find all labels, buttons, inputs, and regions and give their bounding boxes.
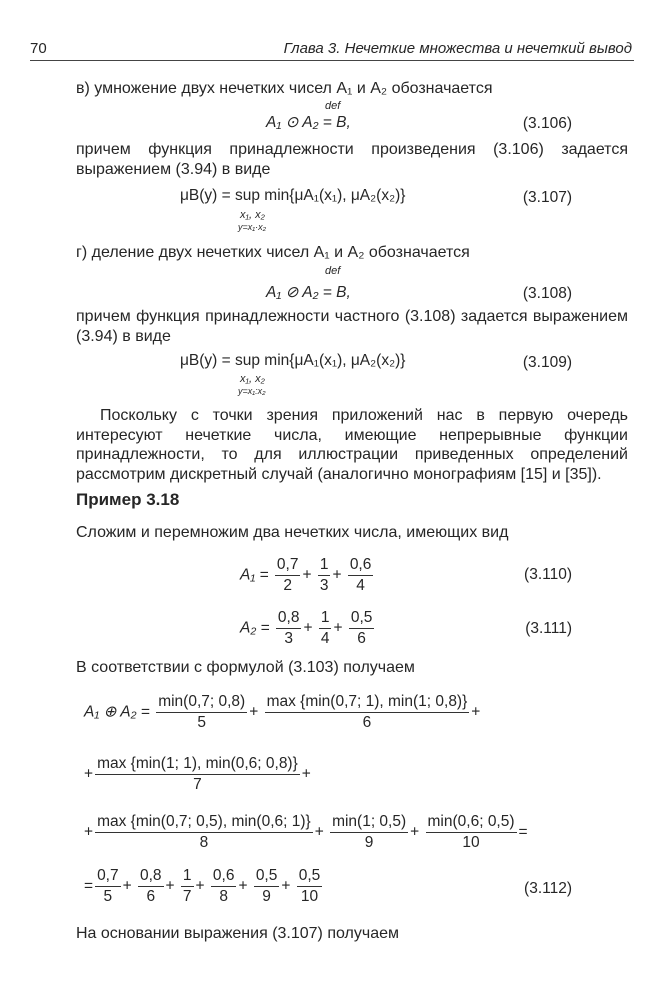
fraction [156,692,247,733]
denominator: 7 [95,774,300,795]
numerator: 0,8 [139,867,162,884]
fraction [426,812,517,853]
numerator: 0,5 [350,609,373,626]
numerator: 0,7 [276,556,299,573]
numerator: 0,5 [298,867,321,884]
denominator: 4 [348,575,374,596]
denominator: 8 [211,886,237,907]
denominator: 9 [330,832,408,853]
numerator: 0,5 [255,867,278,884]
numerator: min(0,6; 0,5) [427,813,515,830]
fraction [275,555,301,596]
numerator: 1 [319,556,329,573]
fraction [95,812,313,853]
eq-number-3-111: (3.111) [525,620,572,637]
eq-sum-line-2: + $\frac{\max \{\min(1; 1), \min(0,6; 0,8)\}}{7}$ + [84,755,311,793]
text-accordance: В соответствии с формулой (3.103) получаем [76,659,415,676]
denominator: 6 [138,886,164,907]
denominator: 6 [265,712,470,733]
example-text: Сложим и перемножим два нечетких числа, имеющих вид [76,524,509,541]
fraction [181,866,194,907]
para-main: Поскольку с точки зрения приложений нас в первую очередь интересуют нечеткие числа, имеющие непрерывные функции принадлежности, то для иллюстрации приведенных определений рассмотрим дискретный случай (аналогично монографиям [15] и [35]). [76,407,628,483]
denominator: 8 [95,832,313,853]
eq-number-3-106: (3.106) [522,115,572,132]
eq-number-3-107: (3.107) [522,189,572,206]
text-last: На основании выражения (3.107) получаем [76,925,400,942]
numerator: 0,6 [212,867,235,884]
eq-number-3-108: (3.108) [522,285,572,302]
eq-3-107: μB(y) = sup min{μA₁(x₁), μA₂(x₂)} [180,187,406,204]
denominator: 10 [297,886,323,907]
eq-3-107-under-1: x₁, x₂ [240,209,265,221]
fraction [318,555,331,596]
eq-3-111-lhs: A₂ = [240,619,270,637]
eq-number-3-112: (3.112) [524,880,572,897]
eq-3-109-under-2: y=x₁:x₂ [238,386,266,396]
eq-3-106: A₁ ⊙ A₂ = B, [266,114,351,131]
eq-3-110-lhs: A₁ = [240,566,269,584]
fraction [330,812,408,853]
numerator: min(0,7; 0,8) [158,693,246,710]
fraction [211,866,237,907]
denominator: 5 [156,712,247,733]
fraction [254,866,280,907]
denominator: 7 [182,888,192,905]
numerator: 1 [320,609,330,626]
eq-sum-line-1: A₁ ⊕ A₂ = $\frac{\min(0,7; 0,8)}{5}$ + $\frac{\max \{\min(0,7; 1), \min(1; 0,8)\}}{6}$ + [84,693,481,731]
eq-3-110: A₁ = $\frac{0,7}{2}$ + $\frac{1}{3}$ + $\frac{0,6}{4}$ [240,556,372,594]
sum-lhs: A₁ ⊕ A₂ = [84,703,150,721]
fraction [95,754,300,795]
fraction [95,866,121,907]
numerator: max {min(0,7; 1), min(1; 0,8)} [266,693,468,710]
denominator: 9 [254,886,280,907]
def-label-2: def [325,265,341,277]
fraction [349,608,375,649]
eq-3-108: A₁ ⊘ A₂ = B, [266,284,351,301]
numerator: 0,7 [97,867,119,884]
eq-sum-line-3: + $\frac{\max \{\min(0,7; 0,5), \min(0,6; 1)\}}{8}$ + $\frac{\min(1; 0,5)}{9}$ + $\frac{\min(0,6; 0,5)}{10}$ = [84,813,528,851]
fraction [297,866,323,907]
text-g: г) деление двух нечетких чисел A₁ и A₂ обозначается [76,244,470,261]
denominator: 5 [95,886,121,907]
page-number: 70 [30,40,47,57]
numerator: max {min(0,7; 0,5), min(0,6; 1)} [97,813,311,830]
denominator: 3 [276,628,302,649]
header-rule [30,60,634,61]
fraction [319,608,332,649]
fraction [276,608,302,649]
numerator: 0,6 [349,556,372,573]
fraction [348,555,374,596]
numerator: min(1; 0,5) [332,813,407,830]
numerator: max {min(1; 1), min(0,6; 0,8)} [97,755,298,772]
text-v: в) умножение двух нечетких чисел A₁ и A₂ обозначается [76,80,493,97]
eq-3-109: μB(y) = sup min{μA₁(x₁), μA₂(x₂)} [180,352,406,369]
eq-3-109-under-1: x₁, x₂ [240,373,265,385]
example-heading: Пример 3.18 [76,490,180,509]
eq-3-107-under-2: y=x₁·x₂ [238,222,267,232]
eq-number-3-110: (3.110) [524,566,572,583]
denominator: 10 [426,832,517,853]
denominator: 4 [320,630,330,647]
para-3-106: причем функция принадлежности произведения (3.106) задается выражением (3.94) в виде [76,141,628,178]
denominator: 6 [349,628,375,649]
def-label-1: def [325,100,341,112]
para-3-108: причем функция принадлежности частного (3.108) задается выражением (3.94) в виде [76,308,628,345]
numerator: 0,8 [277,609,300,626]
fraction [138,866,164,907]
denominator: 2 [275,575,301,596]
eq-3-112: = $\frac{0,7}{5}$ + $\frac{0,8}{6}$ + $\frac{1}{7}$ + $\frac{0,6}{8}$ + $\frac{0,5}{9}$ + $\frac{0,5}{10}$ [84,867,321,905]
eq-number-3-109: (3.109) [522,354,572,371]
fraction [265,692,470,733]
eq-3-111: A₂ = $\frac{0,8}{3}$ + $\frac{1}{4}$ + $\frac{0,5}{6}$ [240,609,373,647]
chapter-title: Глава 3. Нечеткие множества и нечеткий вывод [283,40,632,57]
numerator: 1 [182,867,192,884]
denominator: 3 [319,577,329,594]
